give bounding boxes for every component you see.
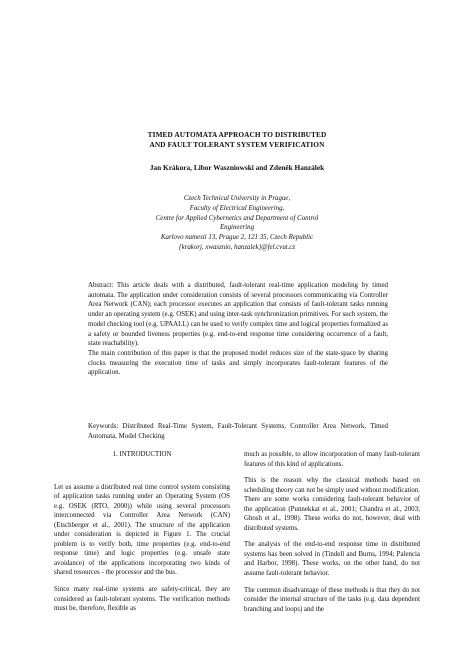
left-column — [54, 450, 230, 621]
author-affiliation — [0, 194, 474, 253]
paper-title-line-1: TIMED AUTOMATA APPROACH TO DISTRIBUTED — [147, 130, 327, 139]
affiliation-line: Engineering — [219, 224, 255, 232]
paper-title — [0, 130, 474, 150]
keywords-text: Keywords: Distributed Real-Time System, Fault-Tolerant Systems, Controller Area Network, Timed Automata, Model Checking — [88, 423, 388, 440]
affiliation-line: Karlovo namesti 13, Prague 2, 121 35, Czech Republic — [160, 234, 314, 242]
abstract-paragraph: The main contribution of this paper is that the proposed model reduces size of the state-space by sharing clocks measuring the execution time of tasks and simply incorporates fault-tolerant features of the application. — [88, 349, 388, 377]
paper-title-line-2: AND FAULT TOLERANT SYSTEM VERIFICATION — [149, 140, 325, 149]
body-paragraph: The analysis of the end-to-end response time in distributed systems has been solved in (Tindell and Burns, 1994; Palencia and Harbor, 1998). These works, on the other hand, do not assume fault-tolerant behavior. — [244, 541, 420, 578]
body-paragraph: Since many real-time systems are safety-critical, they are considered as fault-tolerant systems. The verification methods must be, therefore, flexible as — [54, 585, 230, 613]
body-paragraph: This is the reason why the classical methods based on scheduling theory can not be simply used without modification. There are some works considering fault-tolerant behavior of the application (Punnekkat et al., 2001; Chandra et al., 2003; Ghosh et al., 1998). These works do not, however, deal with distributed systems. — [244, 477, 420, 532]
affiliation-line: Czech Technical University in Prague, — [183, 195, 291, 202]
paper-authors: Jan Krákora, Libor Waszniowski and Zdeněk Hanzálek — [149, 163, 325, 172]
keywords — [88, 422, 388, 441]
body-paragraph: Let us assume a distributed real time control system consisting of application tasks running under an Operating System (OS e.g. OSEK (RTO, 2000)) while using several processors interconnected via Controller Area Network (CAN) (Etschberger et al., 2001). The structure of the application under consideration is depicted in Figure 1. The crucial problem is to verify both, time properties (e.g. end-to-end response time) and logic properties (e.g. unsafe state avoidance) of the applications incorporating two kinds of shared resources - the processor and the bus. — [54, 483, 230, 577]
right-column — [244, 450, 420, 621]
affiliation-line: Centre for Applied Cybernetics and Department of Control — [155, 214, 319, 222]
affiliation-line: Faculty of Electrical Engineering, — [189, 204, 285, 212]
affiliation-email: {krakorj, xwasznio, hanzalek}@fel.cvut.cz — [178, 243, 296, 251]
body-paragraph: The common disadvantage of these methods is that they do not consider the internal structure of the tasks (e.g. data dependent branching and loops) and the — [244, 586, 420, 613]
abstract-paragraph: Abstract: This article deals with a distributed, fault-tolerant real-time application modeling by timed automata. The application under consideration consists of several processors communicating via Controller Area Network (CAN); each processor executes an application that consists of fault-tolerant tasks running under an operating system (e.g. OSEK) and using inter-task synchronization primitives. For such system, the model checking tool (e.g. UPAALL) can be used to verify complex time and logical properties formalized as a safety or bounded liveness properties (e.g. end-to-end response time considering occurrence of a fault, state reachability). — [88, 282, 388, 348]
body-paragraph: much as possible, to allow incorporation of many fault-tolerant features of this kind of applications. — [244, 451, 420, 468]
section-heading: 1. INTRODUCTION — [112, 451, 172, 458]
abstract — [88, 281, 388, 378]
